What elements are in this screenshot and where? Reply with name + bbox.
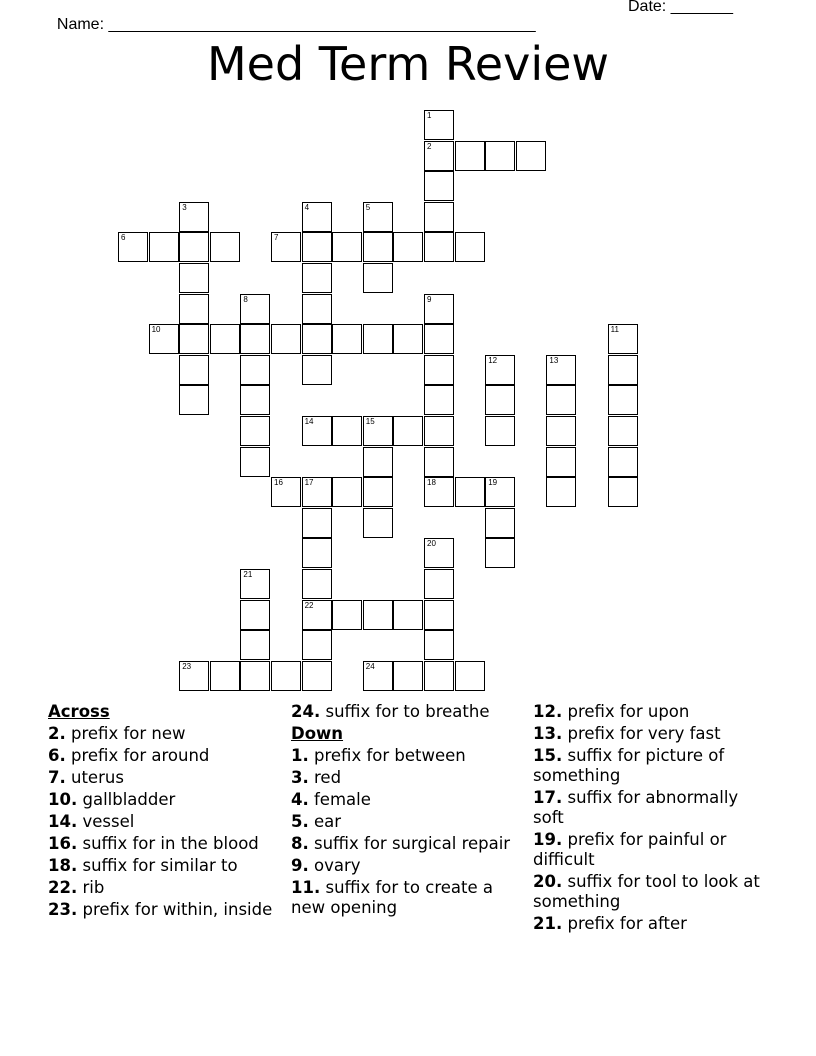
grid-cell[interactable] — [424, 324, 454, 354]
across-clue-list — [48, 724, 280, 920]
clue-item-text: vessel — [82, 812, 135, 831]
clue-number: 21 — [243, 570, 253, 579]
grid-cell[interactable] — [118, 232, 148, 262]
grid-cell[interactable] — [302, 630, 332, 660]
grid-cell[interactable] — [240, 600, 270, 630]
grid-cell[interactable] — [149, 232, 179, 262]
grid-cell[interactable] — [424, 600, 454, 630]
grid-cell[interactable] — [455, 661, 485, 691]
clue-column-2 — [291, 702, 523, 920]
grid-cell[interactable] — [240, 630, 270, 660]
grid-cell[interactable] — [302, 538, 332, 568]
clue-item-text: ear — [314, 812, 342, 831]
clue-number: 24 — [365, 661, 375, 671]
clue-number: 23 — [182, 661, 192, 671]
grid-cell[interactable] — [302, 294, 332, 324]
clue-item-number: 11. — [291, 878, 321, 897]
grid-cell[interactable] — [393, 416, 423, 446]
clue-item-number: 20. — [533, 872, 563, 891]
grid-cell[interactable] — [363, 661, 393, 691]
grid-cell[interactable] — [546, 447, 576, 477]
grid-cell[interactable] — [393, 661, 423, 691]
down-clue-list-continued — [533, 702, 765, 934]
clue-number: 3 — [182, 202, 187, 212]
grid-cell[interactable] — [302, 600, 332, 630]
grid-cell[interactable] — [485, 141, 515, 171]
grid-cell[interactable] — [424, 110, 454, 140]
grid-cell[interactable] — [393, 600, 423, 630]
across-heading: Across — [48, 702, 110, 721]
clue-item-text: prefix for around — [71, 746, 210, 765]
clue-number: 10 — [151, 325, 161, 335]
grid-cell[interactable] — [271, 324, 301, 354]
grid-cell[interactable] — [608, 355, 638, 385]
grid-cell[interactable] — [210, 661, 240, 691]
grid-cell[interactable] — [424, 569, 454, 599]
clue-item-text: female — [314, 790, 371, 809]
grid-cell[interactable] — [240, 661, 270, 691]
clue-item — [291, 790, 523, 810]
grid-cell[interactable] — [240, 385, 270, 415]
clue-item — [291, 812, 523, 832]
grid-cell[interactable] — [179, 202, 209, 232]
grid-cell[interactable] — [240, 447, 270, 477]
clue-item — [48, 724, 280, 744]
clue-item — [291, 702, 523, 722]
grid-cell[interactable] — [179, 355, 209, 385]
clue-number: 22 — [304, 600, 314, 610]
grid-cell[interactable] — [271, 477, 301, 507]
clue-item-number: 8. — [291, 834, 309, 853]
clue-item-number: 16. — [48, 834, 78, 853]
grid-cell[interactable] — [302, 508, 332, 538]
clue-item-text: gallbladder — [82, 790, 176, 809]
grid-cell[interactable] — [302, 355, 332, 385]
grid-cell[interactable] — [363, 447, 393, 477]
grid-cell[interactable] — [363, 508, 393, 538]
clue-item-text: ovary — [314, 856, 361, 875]
clue-item-number: 23. — [48, 900, 78, 919]
clue-number: 16 — [274, 478, 283, 488]
grid-cell[interactable] — [485, 538, 515, 568]
clue-number: 12 — [488, 355, 498, 365]
clue-number: 5 — [365, 202, 371, 212]
clue-item-text: suffix for to breathe — [325, 702, 490, 721]
grid-cell[interactable] — [424, 294, 454, 324]
grid-cell[interactable] — [424, 385, 454, 415]
grid-cell[interactable] — [424, 171, 454, 201]
clue-item — [291, 856, 523, 876]
grid-cell[interactable] — [485, 355, 515, 385]
grid-cell[interactable] — [546, 355, 576, 385]
clue-number: 19 — [488, 478, 498, 488]
grid-cell[interactable] — [240, 294, 270, 324]
clue-item — [533, 830, 765, 870]
clue-item-number: 21. — [533, 914, 563, 933]
grid-cell[interactable] — [546, 385, 576, 415]
clue-item — [48, 746, 280, 766]
down-heading: Down — [291, 724, 344, 743]
grid-cell[interactable] — [363, 416, 393, 446]
clue-item — [533, 702, 765, 722]
clue-number: 7 — [274, 233, 279, 243]
grid-cell[interactable] — [271, 232, 301, 262]
clue-item-number: 19. — [533, 830, 563, 849]
grid-cell[interactable] — [424, 630, 454, 660]
clue-number: 15 — [365, 417, 375, 426]
grid-cell[interactable] — [179, 263, 209, 293]
grid-cell[interactable] — [363, 263, 393, 293]
clue-item-text: suffix for similar to — [82, 856, 238, 875]
clue-item-number: 7. — [48, 768, 66, 787]
grid-cell[interactable] — [240, 416, 270, 446]
grid-cell[interactable] — [363, 324, 393, 354]
clue-item-text: suffix for to create a new opening — [291, 878, 493, 917]
clue-item — [48, 856, 280, 876]
clue-item — [291, 834, 523, 854]
grid-cell[interactable] — [302, 416, 332, 446]
clue-column-1 — [48, 702, 280, 922]
clue-item-number: 22. — [48, 878, 78, 897]
clue-number: 6 — [121, 233, 126, 243]
clue-item — [291, 768, 523, 788]
grid-cell[interactable] — [240, 355, 270, 385]
grid-cell[interactable] — [210, 232, 240, 262]
clue-number: 4 — [304, 202, 310, 212]
grid-cell[interactable] — [424, 355, 454, 385]
clue-item-number: 24. — [291, 702, 321, 721]
clue-item — [533, 788, 765, 828]
grid-cell[interactable] — [455, 232, 485, 262]
grid-cell[interactable] — [608, 416, 638, 446]
grid-cell[interactable] — [363, 202, 393, 232]
grid-cell[interactable] — [424, 416, 454, 446]
clue-item-text: prefix for very fast — [567, 724, 721, 743]
clue-item-number: 9. — [291, 856, 309, 875]
grid-cell[interactable] — [608, 324, 638, 354]
clue-number: 17 — [304, 478, 314, 488]
grid-cell[interactable] — [424, 538, 454, 568]
grid-cell[interactable] — [608, 447, 638, 477]
clue-column-3 — [533, 702, 765, 936]
grid-cell[interactable] — [363, 232, 393, 262]
grid-cell[interactable] — [608, 477, 638, 507]
clue-number: 8 — [243, 294, 248, 304]
grid-cell[interactable] — [240, 324, 270, 354]
clue-item-number: 10. — [48, 790, 78, 809]
grid-cell[interactable] — [363, 477, 393, 507]
grid-cell[interactable] — [302, 232, 332, 262]
grid-cell[interactable] — [424, 477, 454, 507]
clue-item — [533, 724, 765, 744]
grid-cell[interactable] — [240, 569, 270, 599]
clue-item-number: 5. — [291, 812, 309, 831]
clue-item-text: prefix for painful or difficult — [533, 830, 727, 869]
clue-item-text: suffix for surgical repair — [314, 834, 511, 853]
clue-number: 11 — [610, 325, 619, 335]
clue-number: 18 — [427, 478, 436, 488]
clue-item-number: 17. — [533, 788, 563, 807]
clue-number: 20 — [427, 539, 436, 549]
clue-item — [48, 768, 280, 788]
clue-item-number: 6. — [48, 746, 66, 765]
grid-cell[interactable] — [485, 416, 515, 446]
grid-cell[interactable] — [485, 508, 515, 538]
grid-cell[interactable] — [149, 324, 179, 354]
name-label[interactable]: Name: ________________________________________________ — [56, 16, 536, 33]
clue-item-text: uterus — [71, 768, 124, 787]
grid-cell[interactable] — [302, 661, 332, 691]
clue-item-number: 4. — [291, 790, 309, 809]
grid-cell[interactable] — [485, 385, 515, 415]
clue-item-text: prefix for new — [71, 724, 186, 743]
clue-item-number: 13. — [533, 724, 563, 743]
clue-item-number: 15. — [533, 746, 563, 765]
grid-cell[interactable] — [424, 141, 454, 171]
grid-cell[interactable] — [393, 232, 423, 262]
grid-cell[interactable] — [455, 141, 485, 171]
clue-item — [48, 812, 280, 832]
clue-item — [48, 900, 280, 920]
date-label[interactable]: Date: _______ — [628, 0, 733, 15]
clue-item-text: suffix for abnormally soft — [533, 788, 739, 827]
clue-item — [291, 746, 523, 766]
grid-cell[interactable] — [302, 202, 332, 232]
clue-item-text: suffix for picture of something — [533, 746, 725, 785]
clue-item-number: 2. — [48, 724, 66, 743]
clue-number: 2 — [427, 141, 432, 151]
grid-cell[interactable] — [485, 477, 515, 507]
grid-cell[interactable] — [271, 661, 301, 691]
grid-cell[interactable] — [424, 447, 454, 477]
clue-item-text: prefix for within, inside — [82, 900, 273, 919]
clue-item — [48, 878, 280, 898]
grid-cell[interactable] — [332, 600, 362, 630]
grid-cell[interactable] — [179, 385, 209, 415]
clue-item — [533, 872, 765, 912]
clue-item — [48, 834, 280, 854]
clue-number: 1 — [427, 111, 432, 120]
grid-cell[interactable] — [424, 202, 454, 232]
grid-cell[interactable] — [179, 661, 209, 691]
down-clue-list — [291, 746, 523, 918]
clue-item-number: 12. — [533, 702, 563, 721]
grid-cell[interactable] — [546, 477, 576, 507]
grid-cell[interactable] — [363, 600, 393, 630]
grid-cell[interactable] — [332, 477, 362, 507]
clue-item-text: prefix for upon — [567, 702, 690, 721]
grid-cell[interactable] — [332, 324, 362, 354]
grid-cell[interactable] — [393, 324, 423, 354]
grid-cell[interactable] — [332, 232, 362, 262]
clue-item-text: red — [314, 768, 342, 787]
grid-cell[interactable] — [210, 324, 240, 354]
clue-item-text: suffix for tool to look at something — [533, 872, 760, 911]
grid-cell[interactable] — [424, 661, 454, 691]
grid-cell[interactable] — [455, 477, 485, 507]
clue-number: 9 — [427, 294, 432, 304]
grid-cell[interactable] — [302, 477, 332, 507]
grid-cell[interactable] — [332, 416, 362, 446]
grid-cell[interactable] — [424, 232, 454, 262]
clue-number: 13 — [549, 355, 559, 365]
clue-item-number: 1. — [291, 746, 309, 765]
clue-item — [291, 878, 523, 918]
grid-cell[interactable] — [179, 232, 209, 262]
grid-cell[interactable] — [546, 416, 576, 446]
grid-cell[interactable] — [302, 263, 332, 293]
grid-cell[interactable] — [608, 385, 638, 415]
grid-cell[interactable] — [516, 141, 546, 171]
grid-cell[interactable] — [302, 324, 332, 354]
grid-cell[interactable] — [179, 324, 209, 354]
clue-item-number: 3. — [291, 768, 309, 787]
clue-item — [48, 790, 280, 810]
across-clue-list-continued — [291, 702, 523, 722]
clue-item-text: prefix for after — [567, 914, 687, 933]
page-title: Med Term Review — [206, 37, 610, 91]
clue-number: 14 — [304, 417, 314, 426]
clue-item-text: suffix for in the blood — [82, 834, 259, 853]
grid-cell[interactable] — [302, 569, 332, 599]
grid-cell[interactable] — [179, 294, 209, 324]
clue-item-text: prefix for between — [314, 746, 466, 765]
clue-item-number: 18. — [48, 856, 78, 875]
clue-item — [533, 914, 765, 934]
clue-item-text: rib — [82, 878, 105, 897]
clue-item-number: 14. — [48, 812, 78, 831]
clue-item — [533, 746, 765, 786]
